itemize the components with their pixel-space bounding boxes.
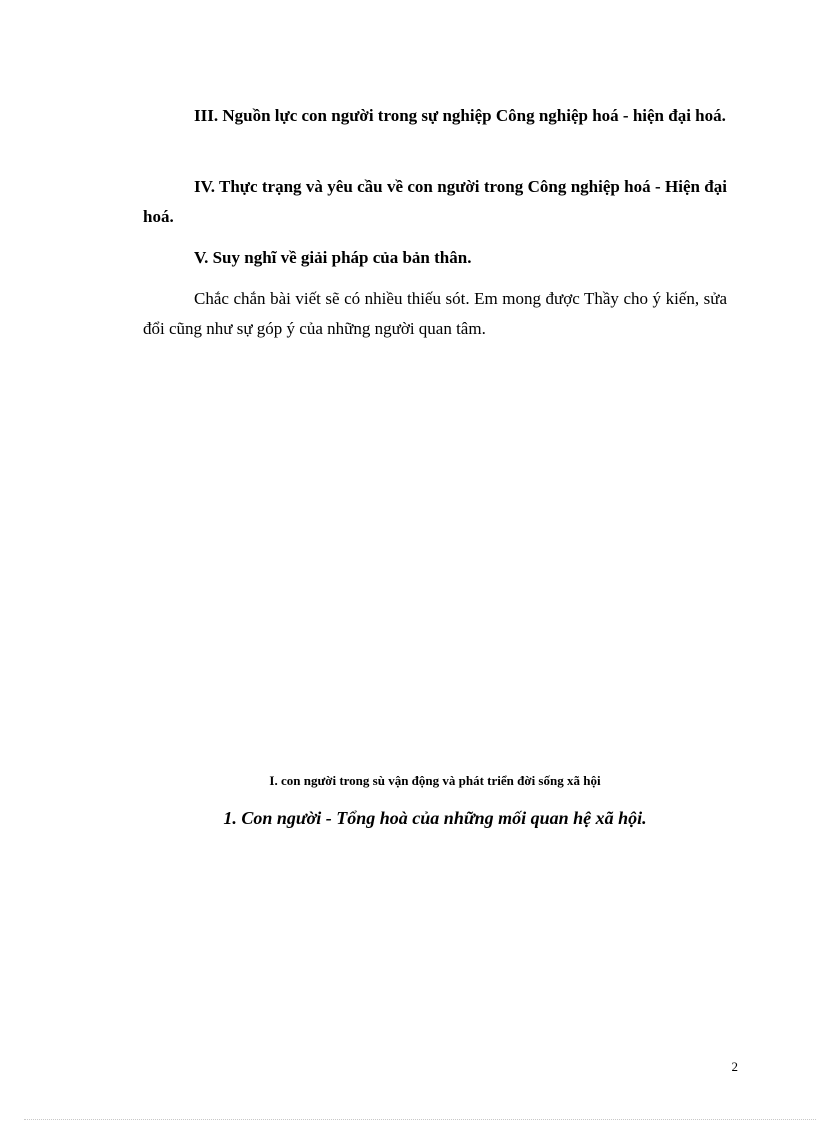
outline-item-iii: III. Nguồn lực con người trong sự nghiệp Công nghiệp hoá - hiện đại hoá.: [194, 106, 726, 125]
section-heading: I. con người trong sù vận động và phát triển đời sống xã hội: [269, 773, 601, 788]
closing-paragraph: Chắc chắn bài viết sẽ có nhiều thiếu sót. Em mong được Thầy cho ý kiến, sửa đổi cũng như sự góp ý của những người quan tâm.: [143, 289, 727, 338]
sub-heading: 1. Con người - Tổng hoà của những mối quan hệ xã hội.: [223, 808, 647, 828]
outline-item-v: V. Suy nghĩ về giải pháp của bản thân.: [194, 248, 472, 267]
outline-item-iv: IV. Thực trạng và yêu cầu về con người trong Công nghiệp hoá - Hiện đại hoá.: [143, 177, 727, 226]
page-number: 2: [731, 1059, 738, 1074]
page-bottom-divider: [24, 1119, 816, 1120]
